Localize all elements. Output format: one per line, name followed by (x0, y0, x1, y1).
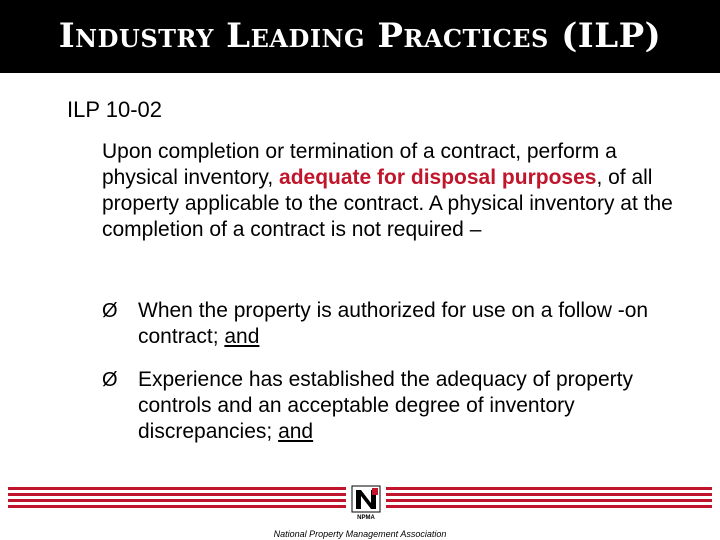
bullet-suffix: and (278, 420, 314, 443)
slide-title: Industry Leading Practices (ILP) (58, 16, 662, 56)
paragraph-emphasis: adequate for disposal purposes (279, 166, 597, 189)
bullet-body: When the property is authorized for use on a follow -on contract; (138, 299, 649, 348)
footer-stripes-right (386, 487, 712, 513)
bullet-text-2 (138, 367, 692, 445)
bullet-suffix: and (224, 325, 260, 348)
title-bar (0, 0, 720, 73)
footer-organization: National Property Management Association (273, 529, 447, 539)
paragraph-text-2: , of all property applicable to the contract. A physical inventory at the completion of a contract is not required – (102, 166, 673, 241)
npma-logo-icon (350, 484, 382, 522)
arrow-bullet-icon: Ø (102, 369, 118, 391)
footer-stripes-left (8, 487, 346, 513)
bullet-item-2 (102, 367, 692, 445)
bullet-text-1 (138, 298, 692, 350)
paragraph-text-1: Upon completion or termination of a contract, perform a physical inventory, (102, 140, 617, 189)
ilp-heading: ILP 10-02 (67, 97, 163, 122)
bullet-item-1 (102, 298, 692, 350)
body-paragraph (102, 139, 692, 243)
arrow-bullet-icon: Ø (102, 300, 118, 322)
svg-text:NPMA: NPMA (357, 515, 375, 521)
bullet-body: Experience has established the adequacy of property controls and an acceptable degree of inventory discrepancies; (138, 368, 633, 443)
